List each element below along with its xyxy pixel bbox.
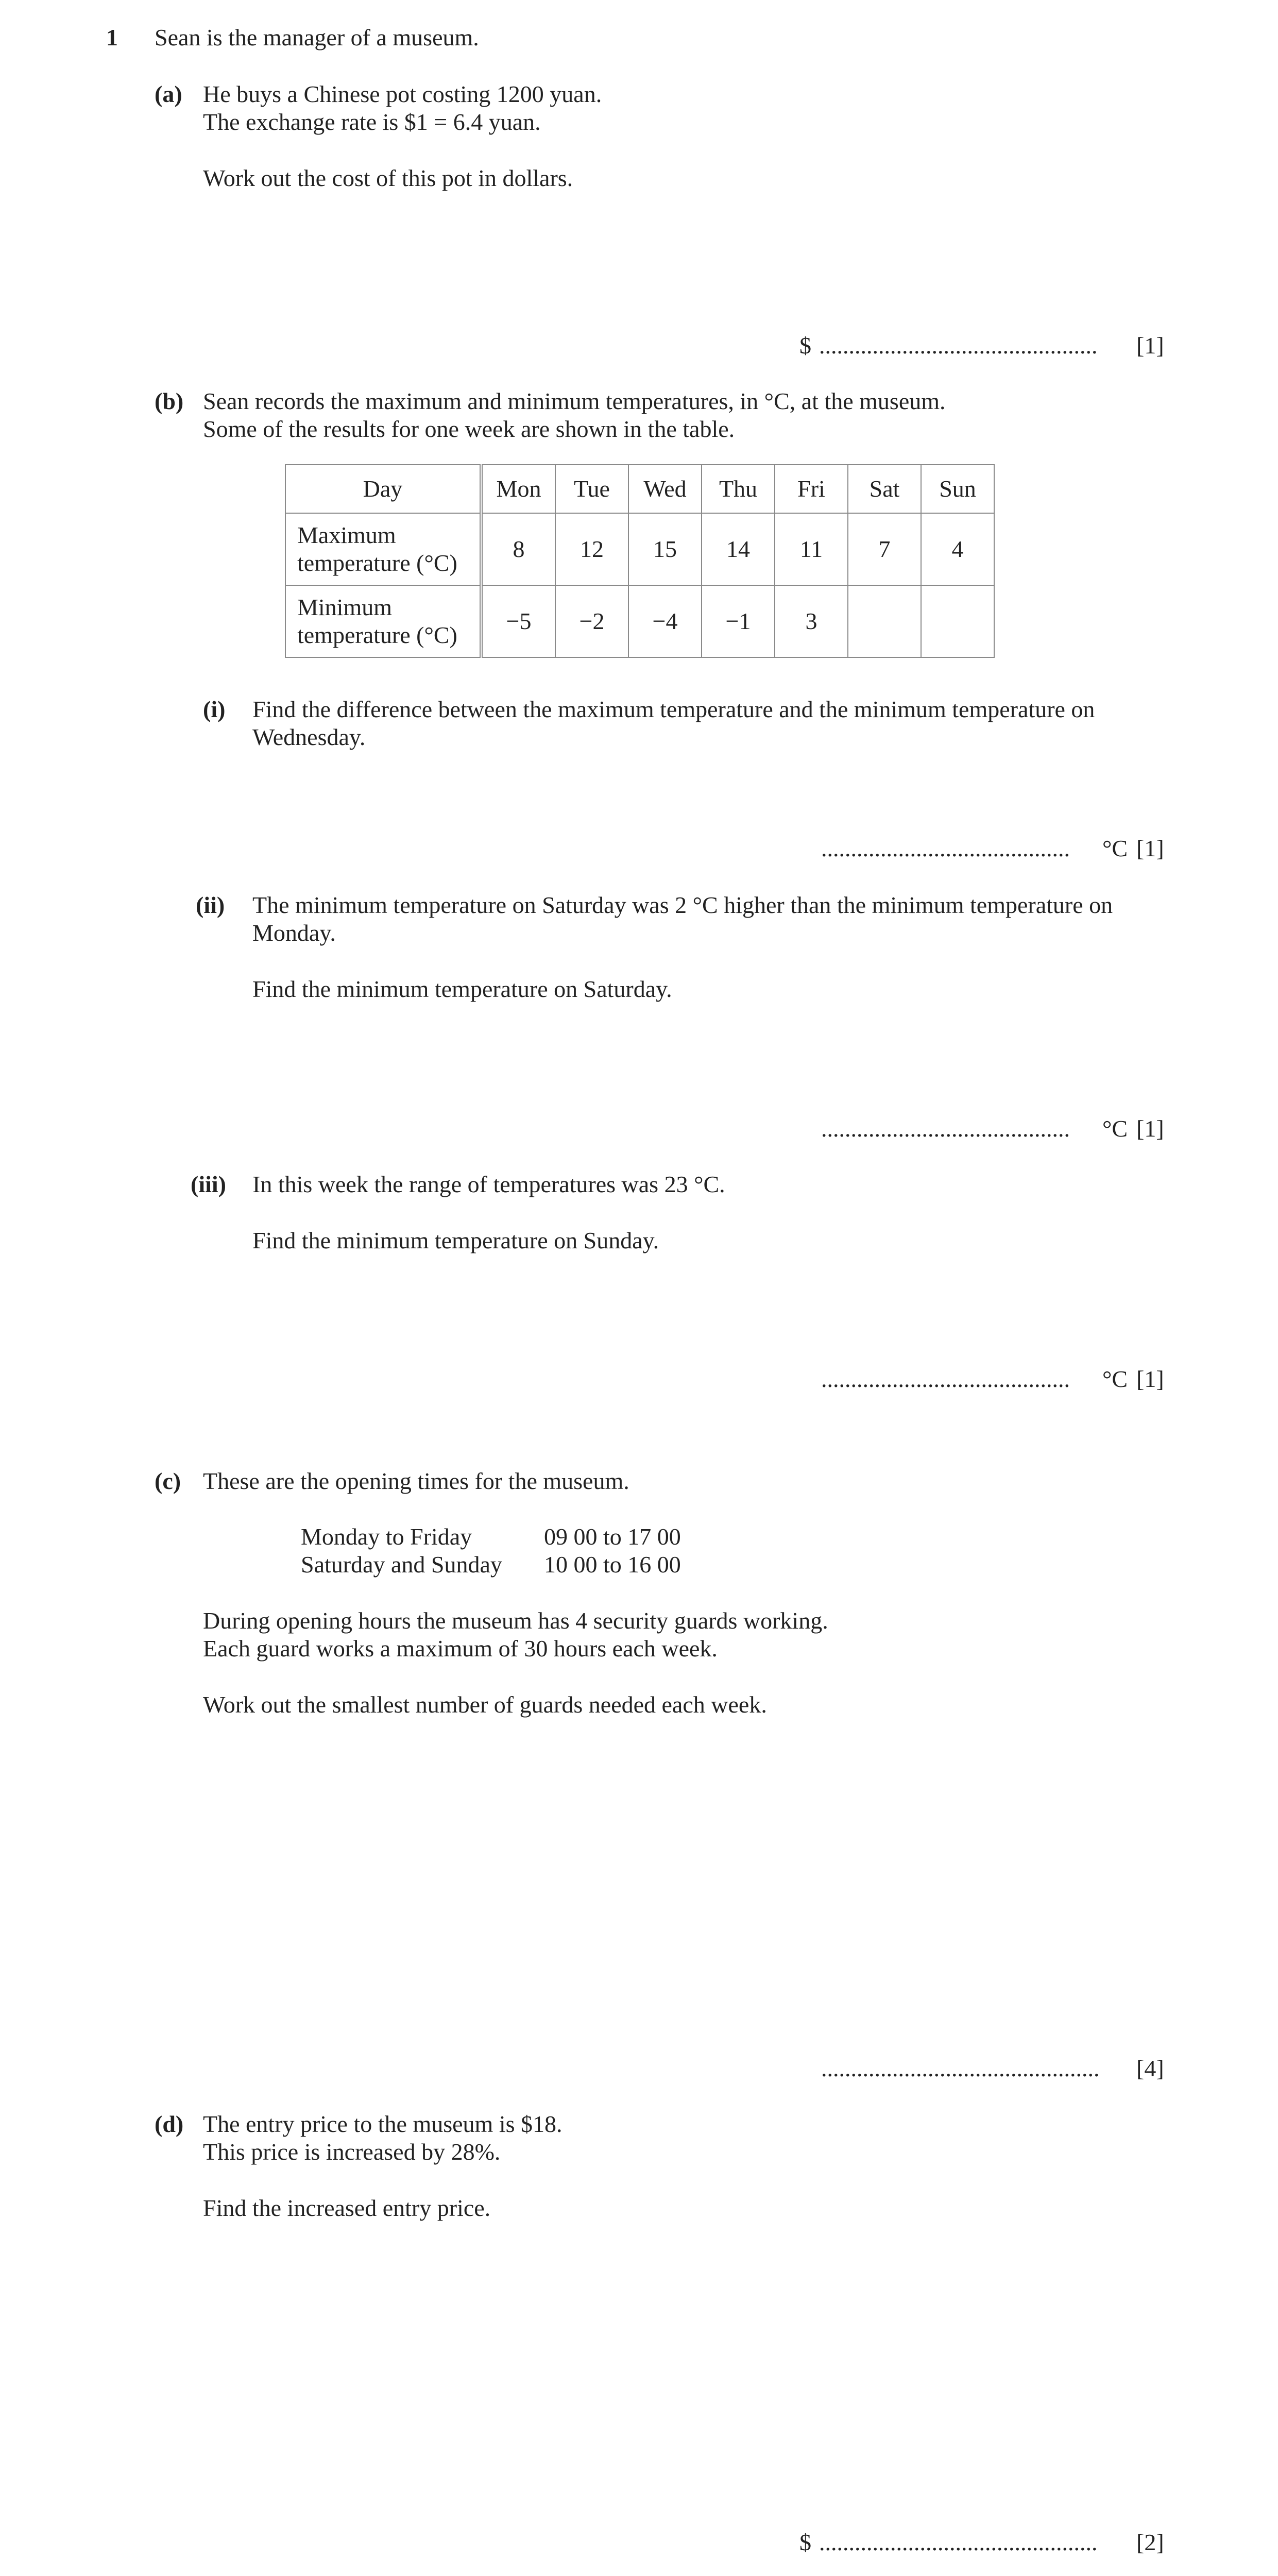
table-row-minimum: [285, 585, 994, 657]
part-b-ii-marks: [1]: [1136, 1115, 1164, 1142]
min-sun-blank[interactable]: [921, 585, 994, 657]
part-a-instruction: Work out the cost of this pot in dollars.: [203, 165, 573, 191]
table-header-label: Day: [285, 465, 481, 513]
day-fri: Fri: [775, 465, 848, 513]
part-c-line3: Each guard works a maximum of 30 hours each week.: [203, 1635, 718, 1662]
part-b-iii-line1: In this week the range of temperatures was 23 °C.: [252, 1171, 725, 1197]
table-row-maximum: [285, 513, 994, 585]
part-b-i-line2: Wednesday.: [252, 724, 366, 750]
part-a-answer-prefix: $: [799, 332, 811, 359]
min-mon: −5: [481, 585, 555, 657]
min-thu: −1: [702, 585, 775, 657]
part-b-line2: Some of the results for one week are shown in the table.: [203, 416, 735, 442]
opening-hours-weekday: 09 00 to 17 00: [544, 1523, 681, 1550]
max-wed: 15: [628, 513, 702, 585]
opening-days-weekend: Saturday and Sunday: [301, 1551, 502, 1578]
part-b-iii-answer-line[interactable]: ..........................................: [821, 1366, 1070, 1392]
part-c-instruction: Work out the smallest number of guards needed each week.: [203, 1691, 767, 1718]
part-b-ii-label: (ii): [196, 892, 225, 918]
min-row-label: [285, 585, 481, 657]
part-a-answer-line[interactable]: ...............................................: [819, 332, 1098, 359]
part-b-ii-instruction: Find the minimum temperature on Saturday.: [252, 976, 672, 1002]
part-a-line2: The exchange rate is $1 = 6.4 yuan.: [203, 109, 541, 135]
part-b-iii-instruction: Find the minimum temperature on Sunday.: [252, 1227, 659, 1253]
part-b-i-unit: °C: [1102, 835, 1128, 861]
min-wed: −4: [628, 585, 702, 657]
day-thu: Thu: [702, 465, 775, 513]
part-d-answer-prefix: $: [799, 2529, 811, 2555]
part-b-ii-unit: °C: [1102, 1115, 1128, 1142]
part-b-ii-answer-line[interactable]: ..........................................: [821, 1115, 1070, 1142]
part-b-ii-line1: The minimum temperature on Saturday was 2 °C higher than the minimum temperature on: [252, 892, 1113, 918]
part-b-i-marks: [1]: [1136, 835, 1164, 861]
question-intro: Sean is the manager of a museum.: [155, 24, 479, 50]
day-mon: Mon: [481, 465, 555, 513]
temperature-table: [285, 464, 995, 658]
part-b-iii-label: (iii): [191, 1171, 226, 1197]
part-b-i-answer-line[interactable]: ..........................................: [821, 835, 1070, 861]
part-c-line2: During opening hours the museum has 4 security guards working.: [203, 1607, 828, 1634]
opening-days-weekday: Monday to Friday: [301, 1523, 472, 1550]
day-wed: Wed: [628, 465, 702, 513]
part-b-iii-unit: °C: [1102, 1366, 1128, 1392]
max-row-label: [285, 513, 481, 585]
part-b-i-label: (i): [203, 696, 226, 722]
part-b-line1: Sean records the maximum and minimum temperatures, in °C, at the museum.: [203, 388, 946, 414]
part-b-ii-line2: Monday.: [252, 920, 336, 946]
part-a-label: (a): [155, 81, 182, 107]
min-tue: −2: [555, 585, 628, 657]
max-fri: 11: [775, 513, 848, 585]
max-sun: 4: [921, 513, 994, 585]
max-label-line1: Maximum: [297, 522, 396, 548]
min-label-line2: temperature (°C): [297, 622, 457, 648]
part-c-line1: These are the opening times for the museum.: [203, 1468, 629, 1494]
part-c-marks: [4]: [1136, 2055, 1164, 2081]
part-a-line1: He buys a Chinese pot costing 1200 yuan.: [203, 81, 602, 107]
day-tue: Tue: [555, 465, 628, 513]
day-sun: Sun: [921, 465, 994, 513]
part-b-iii-marks: [1]: [1136, 1366, 1164, 1392]
part-d-label: (d): [155, 2111, 184, 2137]
max-sat: 7: [848, 513, 921, 585]
question-number: 1: [106, 24, 118, 50]
part-d-line1: The entry price to the museum is $18.: [203, 2111, 563, 2137]
part-d-line2: This price is increased by 28%.: [203, 2139, 501, 2165]
part-b-label: (b): [155, 388, 184, 414]
opening-hours-weekend: 10 00 to 16 00: [544, 1551, 681, 1578]
part-a-marks: [1]: [1136, 332, 1164, 359]
min-fri: 3: [775, 585, 848, 657]
table-header-row: [285, 465, 994, 513]
max-tue: 12: [555, 513, 628, 585]
max-label-line2: temperature (°C): [297, 550, 457, 576]
day-sat: Sat: [848, 465, 921, 513]
max-thu: 14: [702, 513, 775, 585]
min-label-line1: Minimum: [297, 594, 393, 620]
max-mon: 8: [481, 513, 555, 585]
part-b-i-line1: Find the difference between the maximum temperature and the minimum temperature on: [252, 696, 1095, 722]
min-sat-blank[interactable]: [848, 585, 921, 657]
part-d-marks: [2]: [1136, 2529, 1164, 2555]
part-d-answer-line[interactable]: ...............................................: [819, 2529, 1098, 2555]
part-c-answer-line[interactable]: ...............................................: [821, 2055, 1100, 2081]
part-d-instruction: Find the increased entry price.: [203, 2195, 491, 2221]
part-c-label: (c): [155, 1468, 181, 1494]
